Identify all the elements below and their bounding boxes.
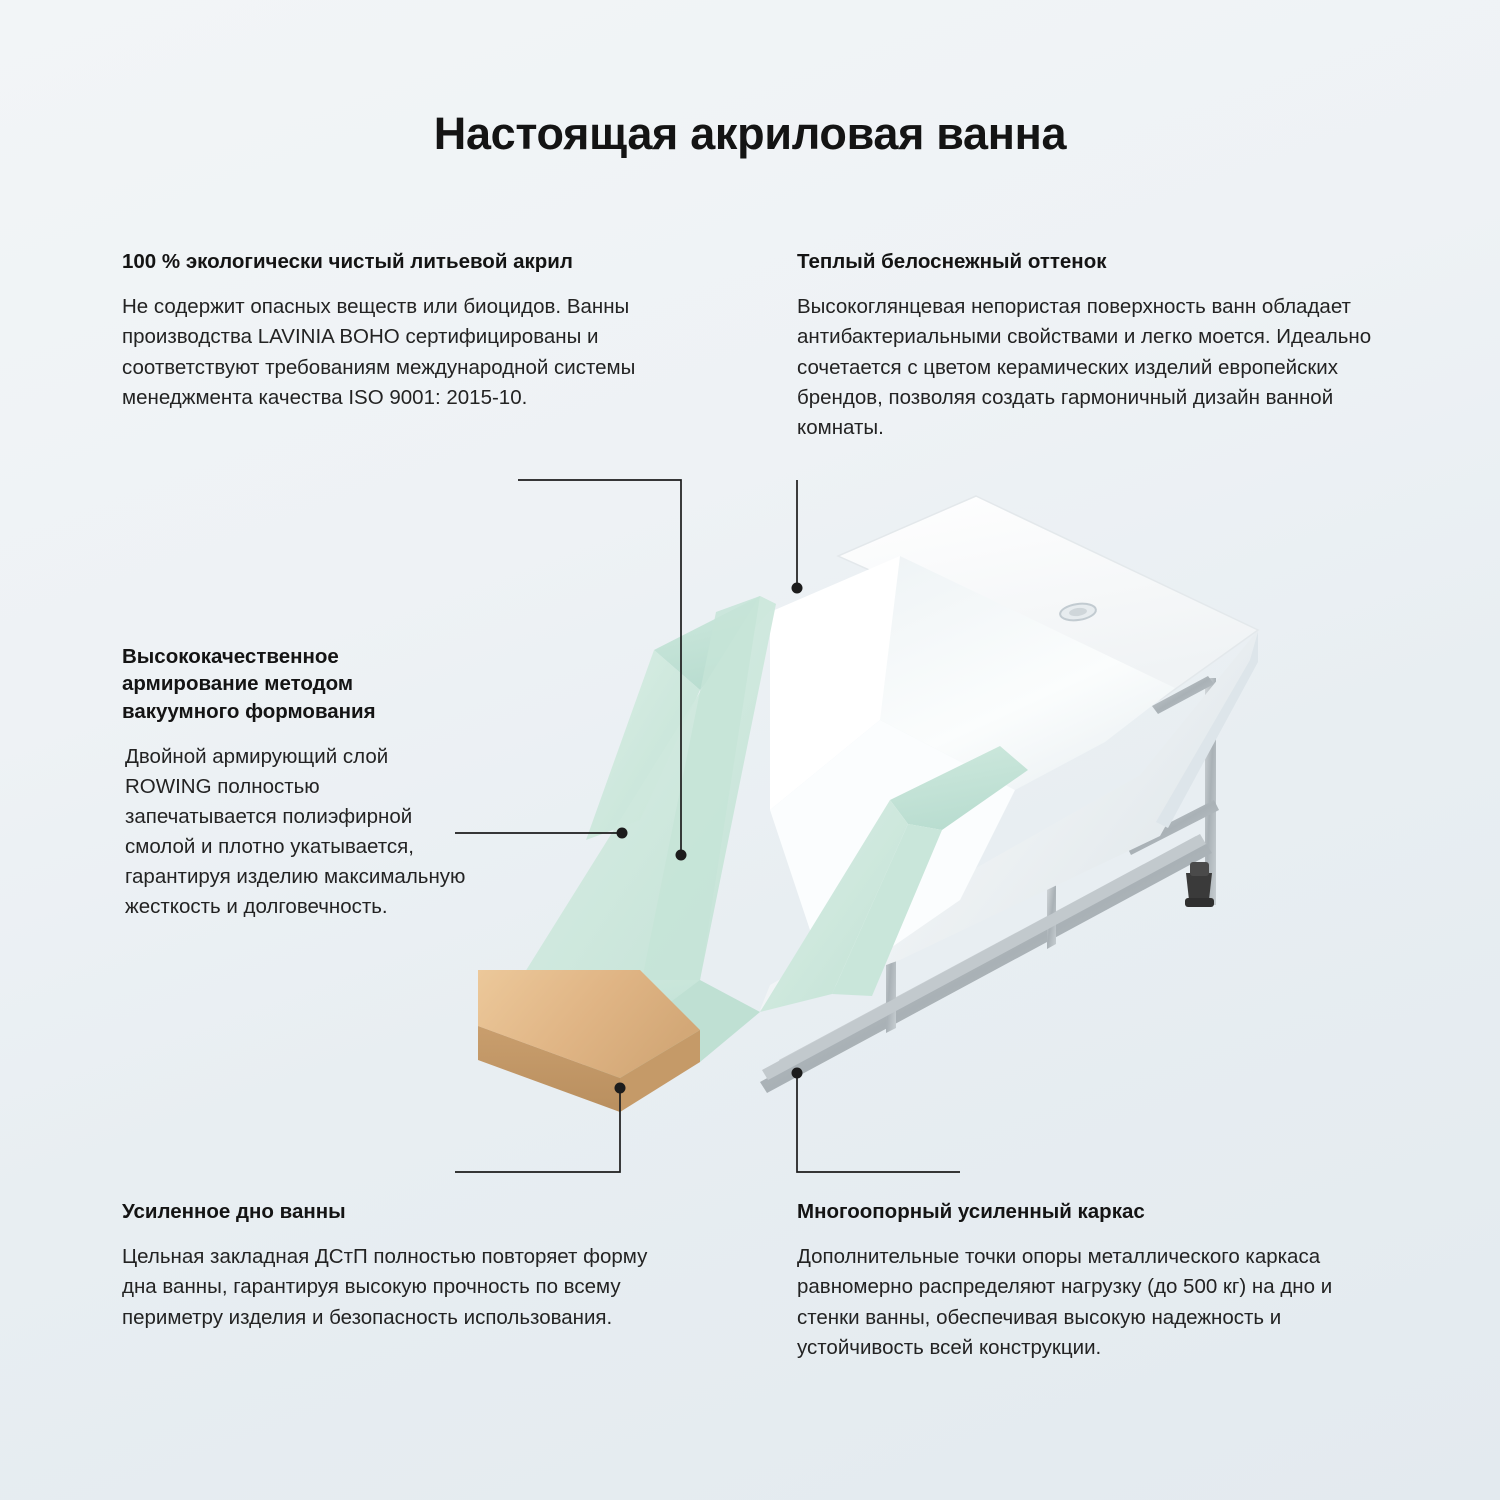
feature-acrylic-heading: 100 % экологически чистый литьевой акрил (122, 250, 573, 273)
page-title: Настоящая акриловая ванна (433, 108, 1067, 159)
feature-acrylic-body: Не содержит опасных веществ или биоцидов. Ванны производства LAVINIA BOHO сертифицированы и соответствуют требованиям международной системы менеджмента качества ISO 9001: 2015-10. (122, 295, 636, 409)
feature-frame-body: Дополнительные точки опоры металлического каркаса равномерно распределяют нагрузку (до 500 кг) на дно и стенки ванны, обеспечивая высокую надежность и устойчивость всей конструкции. (797, 1245, 1333, 1359)
dot-bottom (615, 1083, 626, 1094)
dot-gloss (792, 583, 803, 594)
feature-reinforcement-body: Двойной армирующий слой ROWING полностью запечатывается полиэфирной смолой и плотно укатывается, гарантируя изделию максимальную жесткость и долговечность. (125, 744, 466, 919)
feature-white-shade (797, 248, 1417, 443)
dot-acrylic (676, 850, 687, 861)
feature-reinforcement (122, 643, 472, 923)
feature-bottom-body: Цельная закладная ДСтП полностью повторяет форму дна ванны, гарантируя высокую прочность по всему периметру изделия и безопасность использования. (122, 1245, 648, 1329)
feature-white-shade-body: Высокоглянцевая непористая поверхность ванн обладает антибактериальными свойствами и легко моется. Идеально сочетается с цветом керамических изделий европейских брендов, позволяя создать гармоничный дизайн ванной комнаты. (797, 295, 1372, 439)
leader-bottom (455, 1088, 620, 1172)
feature-frame-heading: Многоопорный усиленный каркас (797, 1200, 1145, 1223)
feature-bottom-heading: Усиленное дно ванны (122, 1200, 346, 1223)
feature-acrylic (122, 248, 722, 413)
feature-bottom (122, 1198, 682, 1333)
dot-reinforcement (617, 828, 628, 839)
feature-reinforcement-heading: Высококачественное армирование методом вакуумного формования (122, 645, 376, 723)
leader-acrylic (518, 480, 681, 855)
feature-frame (797, 1198, 1397, 1363)
leader-frame (797, 1073, 960, 1172)
dot-frame (792, 1068, 803, 1079)
feature-white-shade-heading: Теплый белоснежный оттенок (797, 250, 1107, 273)
